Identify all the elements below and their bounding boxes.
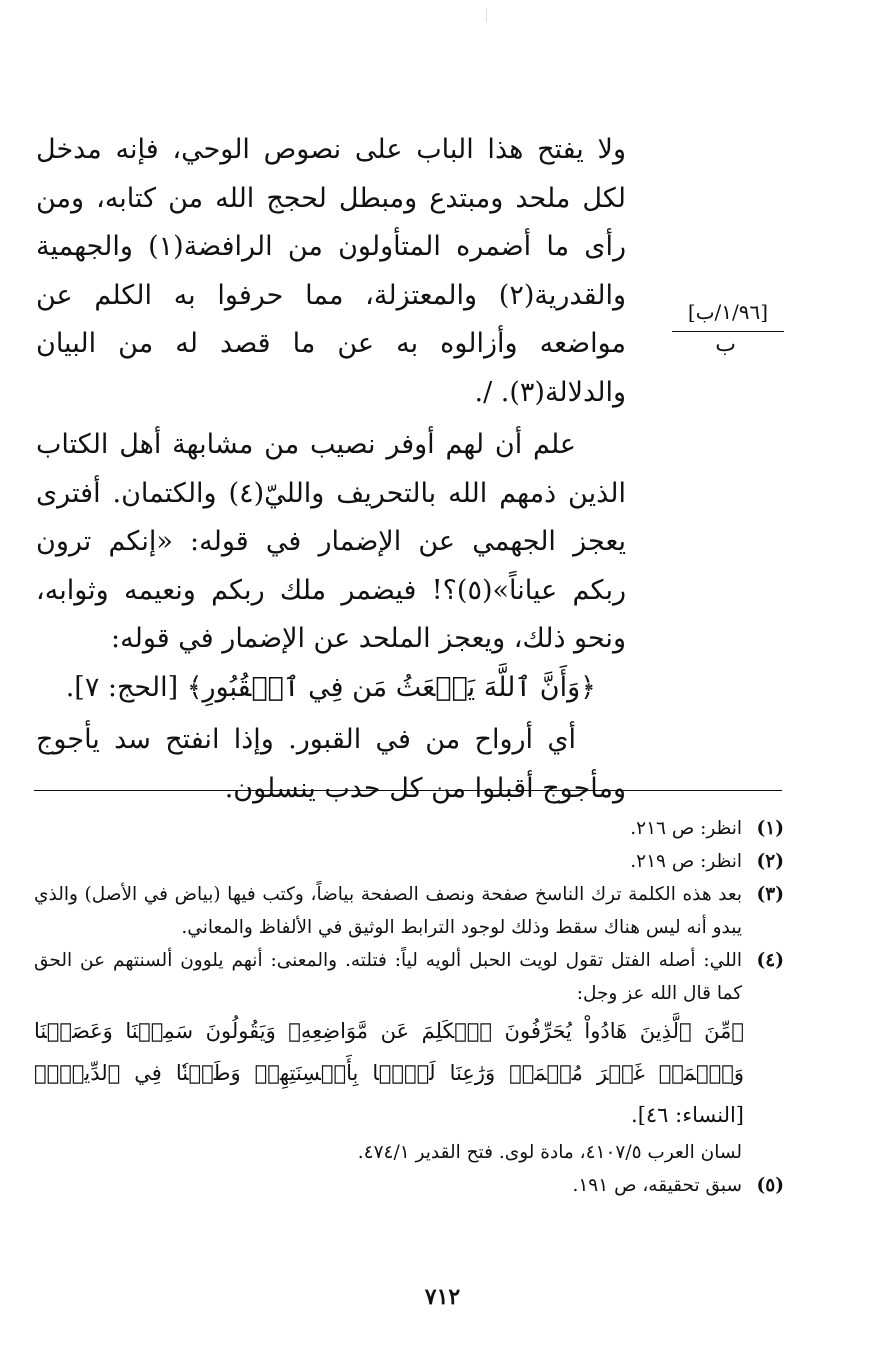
- margin-manuscript-reference: [672, 297, 784, 356]
- paragraph-3: أي أرواح من في القبور. وإذا انفتح سد يأجوج ومأجوج أقبلوا من كل حدب ينسلون.: [36, 724, 626, 804]
- footnote-number: (١): [756, 818, 784, 839]
- footnote-number: (٤): [756, 950, 784, 971]
- footnote-4: [34, 944, 784, 1010]
- footnote-3: [34, 878, 784, 944]
- page-number: ٧١٢: [424, 1284, 461, 1310]
- footnote-2: [34, 845, 784, 878]
- footnote-text: انظر: ص ٢١٦.: [630, 818, 742, 839]
- manuscript-folio-ref: [١/٩٦/ب]: [687, 300, 769, 324]
- footnote-text: اللي: أصله الفتل تقول لويت الحبل ألويه لياً: فتلته. والمعنى: أنهم يلوون ألسنتهم عن الحق كما قال الله عز وجل:: [34, 950, 742, 1004]
- scan-mark: [486, 8, 487, 22]
- quran-verse: ﴿وَأَنَّ ٱللَّهَ يَبۡعَثُ مَن فِي ٱلۡقُبُورِ﴾ [الحج: ٧].: [65, 671, 596, 703]
- main-body-text: [36, 126, 626, 813]
- footnote-text: انظر: ص ٢١٩.: [630, 851, 742, 872]
- footnote-number: (٥): [756, 1175, 784, 1196]
- footnote-1: [34, 812, 784, 845]
- paragraph-1: ولا يفتح هذا الباب على نصوص الوحي، فإنه مدخل لكل ملحد ومبتدع ومبطل لحجج الله من كتابه، ومن رأى ما أضمره المتأولون من الرافضة(١) والجهمية والقدرية(٢) والمعتزلة، مما حرفوا به الكلم عن مواضعه وأزالوه به عن ما قصد له من البيان والدلالة(٣). /.: [36, 134, 626, 408]
- footnote-text: لسان العرب ٤١٠٧/٥، مادة لوى. فتح القدير ٤٧٤/١.: [357, 1142, 742, 1163]
- footnote-4-sources: [34, 1136, 784, 1169]
- footnote-4-quran-verse: ﴿مِّنَ ٱلَّذِينَ هَادُواْ يُحَرِّفُونَ ٱلۡكَلِمَ عَن مَّوَاضِعِهِۦ وَيَقُولُونَ سَمِعۡنَا وَعَصَيۡنَا وَٱسۡمَعۡ غَيۡرَ مُسۡمَعٖ وَرَٰعِنَا لَيَّۢا بِأَلۡسِنَتِهِمۡ وَطَعۡنٗا فِي ٱلدِّينِۚ﴾ [النساء: ٤٦].: [34, 1019, 744, 1127]
- manuscript-page-letter: ب: [715, 332, 736, 357]
- footnote-number: (٢): [756, 851, 784, 872]
- paragraph-2: علم أن لهم أوفر نصيب من مشابهة أهل الكتاب الذين ذمهم الله بالتحريف والليّ(٤) والكتمان. أفترى يعجز الجهمي عن الإضمار في قوله: «إنكم ترون ربكم عياناً»(٥)؟! فيضمر ملك ربكم ونعيمه وثوابه، ونحو ذلك، ويعجز الملحد عن الإضمار في قوله:: [36, 429, 626, 654]
- footnote-5: [34, 1169, 784, 1202]
- footnotes-section: [34, 812, 784, 1202]
- footnote-text: بعد هذه الكلمة ترك الناسخ صفحة ونصف الصفحة بياضاً، وكتب فيها (بياض في الأصل) والذي يبدو أنه ليس هناك سقط وذلك لوجود الترابط الوثيق في الألفاظ والمعاني.: [34, 884, 742, 938]
- footnote-text: سبق تحقيقه، ص ١٩١.: [572, 1175, 742, 1196]
- footnote-number: (٣): [756, 884, 784, 905]
- footnote-divider: [34, 790, 782, 791]
